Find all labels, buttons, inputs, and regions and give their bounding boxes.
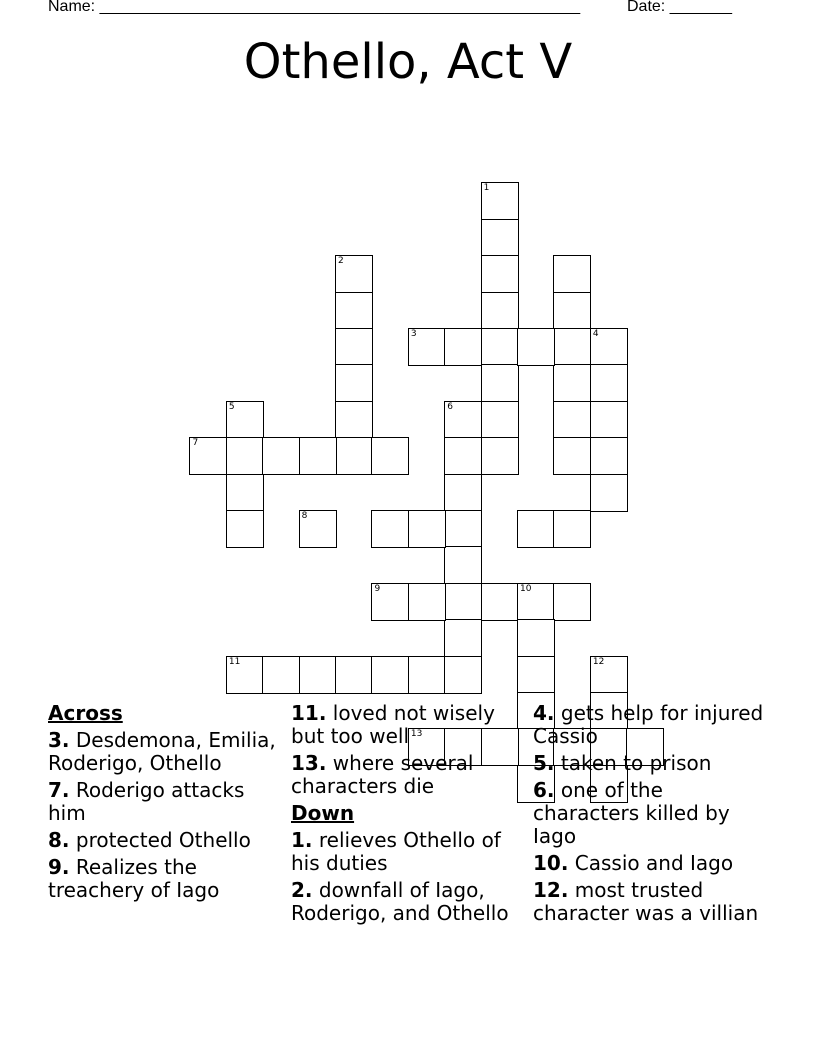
grid-cell[interactable] bbox=[299, 656, 337, 694]
clue-number: 8. bbox=[48, 828, 70, 852]
clue-text: Cassio and Iago bbox=[568, 851, 734, 875]
grid-cell[interactable] bbox=[553, 583, 591, 621]
page-title: Othello, Act V bbox=[243, 34, 573, 90]
clue-number: 11. bbox=[291, 701, 327, 725]
grid-cell[interactable] bbox=[444, 401, 482, 439]
grid-cell[interactable] bbox=[481, 255, 519, 293]
clue-text: gets help for injured Cassio bbox=[533, 701, 764, 748]
grid-cell[interactable] bbox=[408, 656, 446, 694]
clue-down-12 bbox=[533, 879, 773, 925]
clue-down-1 bbox=[291, 829, 527, 875]
clue-number: 6. bbox=[533, 778, 555, 802]
clue-text: taken to prison bbox=[554, 751, 712, 775]
clue-text: Realizes the treachery of Iago bbox=[48, 855, 220, 902]
grid-cell[interactable] bbox=[226, 437, 264, 475]
grid-cell[interactable] bbox=[335, 255, 373, 293]
grid-cell[interactable] bbox=[226, 656, 264, 694]
grid-cell[interactable] bbox=[553, 364, 591, 402]
grid-cell[interactable] bbox=[444, 656, 482, 694]
clue-across-13 bbox=[291, 752, 527, 798]
clue-number: 5. bbox=[533, 751, 555, 775]
grid-cell[interactable] bbox=[481, 292, 519, 330]
grid-cell[interactable] bbox=[517, 328, 555, 366]
clue-down-5 bbox=[533, 752, 773, 775]
grid-cell[interactable] bbox=[590, 656, 628, 694]
clue-number-label: 13 bbox=[410, 729, 423, 740]
clue-text: one of the characters killed by Iago bbox=[533, 778, 730, 848]
clue-text: where several characters die bbox=[291, 751, 474, 798]
grid-cell[interactable] bbox=[299, 437, 337, 475]
grid-cell[interactable] bbox=[481, 328, 519, 366]
clue-text: Roderigo attacks him bbox=[48, 778, 245, 825]
clue-column-1 bbox=[48, 702, 280, 906]
clue-number-label: 1 bbox=[483, 183, 490, 194]
grid-cell[interactable] bbox=[517, 619, 555, 657]
grid-cell[interactable] bbox=[226, 474, 264, 512]
grid-cell[interactable] bbox=[444, 510, 482, 548]
clue-text: most trusted character was a villian bbox=[533, 878, 759, 925]
grid-cell[interactable] bbox=[517, 583, 555, 621]
grid-cell[interactable] bbox=[553, 328, 591, 366]
grid-cell[interactable] bbox=[371, 510, 409, 548]
clue-down-4 bbox=[533, 702, 773, 748]
clue-number-label: 6 bbox=[447, 401, 453, 412]
grid-cell[interactable] bbox=[189, 437, 227, 475]
clue-number: 7. bbox=[48, 778, 70, 802]
clue-number: 4. bbox=[533, 701, 555, 725]
grid-cell[interactable] bbox=[408, 510, 446, 548]
grid-cell[interactable] bbox=[371, 583, 409, 621]
down-heading: Down bbox=[291, 801, 355, 825]
grid-cell[interactable] bbox=[553, 255, 591, 293]
grid-cell[interactable] bbox=[444, 619, 482, 657]
clue-number-label: 7 bbox=[192, 438, 199, 449]
clue-across-7 bbox=[48, 779, 280, 825]
grid-cell[interactable] bbox=[481, 401, 519, 439]
grid-cell[interactable] bbox=[371, 437, 409, 475]
grid-cell[interactable] bbox=[517, 656, 555, 694]
clue-number: 13. bbox=[291, 751, 327, 775]
grid-cell[interactable] bbox=[299, 510, 337, 548]
grid-cell[interactable] bbox=[590, 401, 628, 439]
clue-number-label: 8 bbox=[301, 511, 308, 522]
grid-cell[interactable] bbox=[553, 292, 591, 330]
clue-number-label: 3 bbox=[410, 329, 417, 340]
grid-cell[interactable] bbox=[444, 328, 482, 366]
grid-cell[interactable] bbox=[371, 656, 409, 694]
grid-cell[interactable] bbox=[408, 328, 446, 366]
clue-column-3 bbox=[533, 702, 773, 929]
clue-across-9 bbox=[48, 856, 280, 902]
clue-number-label: 10 bbox=[520, 583, 532, 594]
grid-cell[interactable] bbox=[553, 401, 591, 439]
grid-cell[interactable] bbox=[335, 292, 373, 330]
grid-cell[interactable] bbox=[590, 474, 628, 512]
name-field-label: Name: ______________________________________________________ bbox=[48, 0, 581, 15]
clue-text: downfall of Iago, Roderigo, and Othello bbox=[291, 878, 509, 925]
grid-cell[interactable] bbox=[481, 364, 519, 402]
clue-down-2 bbox=[291, 879, 527, 925]
grid-cell[interactable] bbox=[408, 583, 446, 621]
clue-number: 3. bbox=[48, 728, 70, 752]
grid-cell[interactable] bbox=[444, 583, 482, 621]
clue-number: 2. bbox=[291, 878, 313, 902]
grid-cell[interactable] bbox=[444, 546, 482, 584]
grid-cell[interactable] bbox=[444, 474, 482, 512]
clue-number-label: 12 bbox=[592, 656, 605, 667]
clue-number-label: 2 bbox=[338, 256, 344, 267]
grid-cell[interactable] bbox=[481, 219, 519, 257]
clue-across-3 bbox=[48, 729, 280, 775]
grid-cell[interactable] bbox=[262, 656, 300, 694]
clue-number: 1. bbox=[291, 828, 313, 852]
grid-cell[interactable] bbox=[481, 583, 519, 621]
grid-cell[interactable] bbox=[517, 510, 555, 548]
clue-across-8 bbox=[48, 829, 280, 852]
clue-number-label: 11 bbox=[228, 656, 241, 667]
clue-across-11 bbox=[291, 702, 527, 748]
grid-cell[interactable] bbox=[590, 364, 628, 402]
grid-cell[interactable] bbox=[226, 401, 264, 439]
grid-cell[interactable] bbox=[335, 364, 373, 402]
clue-text: relieves Othello of his duties bbox=[291, 828, 501, 875]
grid-cell[interactable] bbox=[262, 437, 300, 475]
clue-down-6 bbox=[533, 779, 773, 848]
clue-number-label: 5 bbox=[228, 401, 235, 412]
across-heading: Across bbox=[48, 701, 123, 725]
clue-number: 12. bbox=[533, 878, 569, 902]
clue-number: 10. bbox=[533, 851, 569, 875]
grid-cell[interactable] bbox=[335, 328, 373, 366]
clue-number-label: 9 bbox=[374, 583, 381, 594]
grid-cell[interactable] bbox=[444, 437, 482, 475]
grid-cell[interactable] bbox=[335, 656, 373, 694]
clue-text: Desdemona, Emilia, Roderigo, Othello bbox=[48, 728, 276, 775]
grid-cell[interactable] bbox=[481, 437, 519, 475]
grid-cell[interactable] bbox=[590, 328, 628, 366]
clue-number-label: 4 bbox=[592, 329, 599, 340]
clue-text: protected Othello bbox=[69, 828, 251, 852]
grid-cell[interactable] bbox=[553, 510, 591, 548]
clue-column-2 bbox=[291, 702, 527, 929]
grid-cell[interactable] bbox=[335, 401, 373, 439]
grid-cell[interactable] bbox=[226, 510, 264, 548]
grid-cell[interactable] bbox=[553, 437, 591, 475]
grid-cell[interactable] bbox=[481, 182, 519, 220]
grid-cell[interactable] bbox=[590, 437, 628, 475]
clue-number: 9. bbox=[48, 855, 70, 879]
clue-text: loved not wisely but too well bbox=[291, 701, 495, 748]
clue-down-10 bbox=[533, 852, 773, 875]
grid-cell[interactable] bbox=[335, 437, 373, 475]
date-field-label: Date: _______ bbox=[627, 0, 732, 15]
